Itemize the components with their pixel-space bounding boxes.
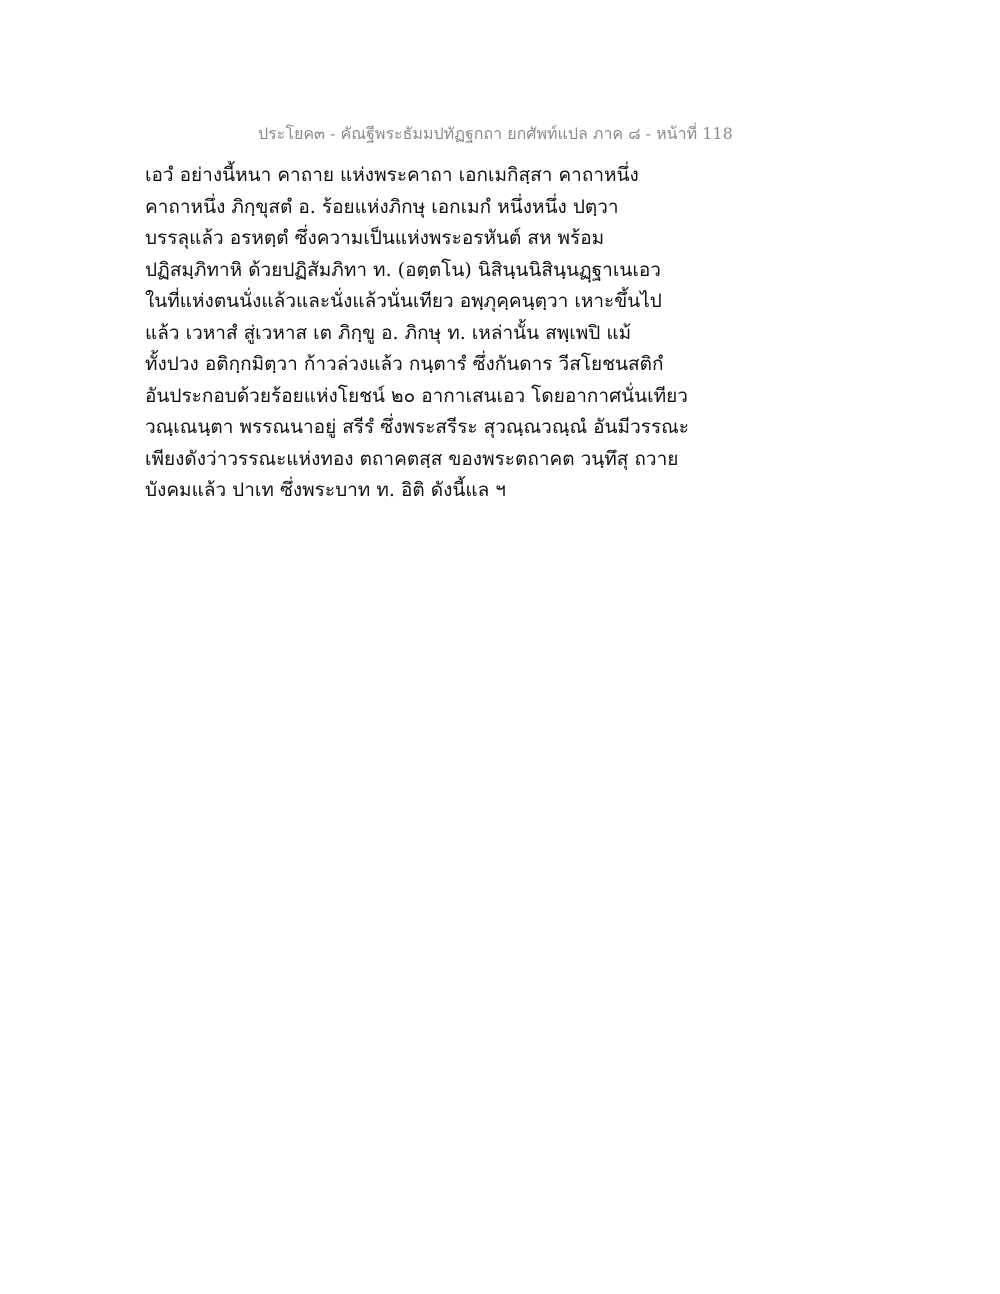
running-header: ประโยค๓ - คัณฐีพระธัมมปทัฏฐกถา ยกศัพท์แปล ภาค ๘ - หน้าที่ 118 (258, 124, 733, 143)
text-line: คาถาหนึ่ง ภิกฺขุสตํ อ. ร้อยแห่งภิกษุ เอกเมกํ หนึ่งหนึ่ง ปตฺวา (145, 195, 619, 218)
text-line: บังคมแล้ว ปาเท ซึ่งพระบาท ท. อิติ ดังนี้แล ฯ (145, 479, 506, 501)
body-paragraph (145, 160, 705, 507)
text-line: ในที่แห่งตนนั่งแล้วและนั่งแล้วนั่นเทียว อพฺภุคฺคนฺตฺวา เหาะขึ้นไป (145, 290, 662, 312)
text-line: เอวํ อย่างนี้หนา คาถาย แห่งพระคาถา เอกเมกิสฺสา คาถาหนึ่ง (145, 164, 639, 186)
text-line: ปฏิสมฺภิทาหิ ด้วยปฏิสัมภิทา ท. (อตฺตโน) นิสินฺนนิสินฺนฏฺฐาเนเอว (145, 258, 661, 281)
text-line: อันประกอบด้วยร้อยแห่งโยชน์ ๒๐ อากาเสนเอว โดยอากาศนั่นเทียว (145, 384, 688, 407)
text-line: บรรลุแล้ว อรหตฺตํ ซึ่งความเป็นแห่งพระอรหันต์ สห พร้อม (145, 227, 605, 249)
text-line: วณฺเณนฺตา พรรณนาอยู่ สรีรํ ซึ่งพระสรีระ สุวณฺณวณฺณํ อันมีวรรณะ (145, 416, 689, 438)
text-line: ทั้งปวง อติกฺกมิตฺวา ก้าวล่วงแล้ว กนฺตารํ ซึ่งกันดาร วีสโยชนสติกํ (145, 353, 664, 375)
text-line: เพียงดังว่าวรรณะแห่งทอง ตถาคตสฺส ของพระตถาคต วนฺทึสุ ถวาย (145, 447, 679, 470)
text-line: แล้ว เวหาสํ สู่เวหาส เต ภิกฺขู อ. ภิกษุ ท. เหล่านั้น สพฺเพปิ แม้ (145, 321, 632, 344)
